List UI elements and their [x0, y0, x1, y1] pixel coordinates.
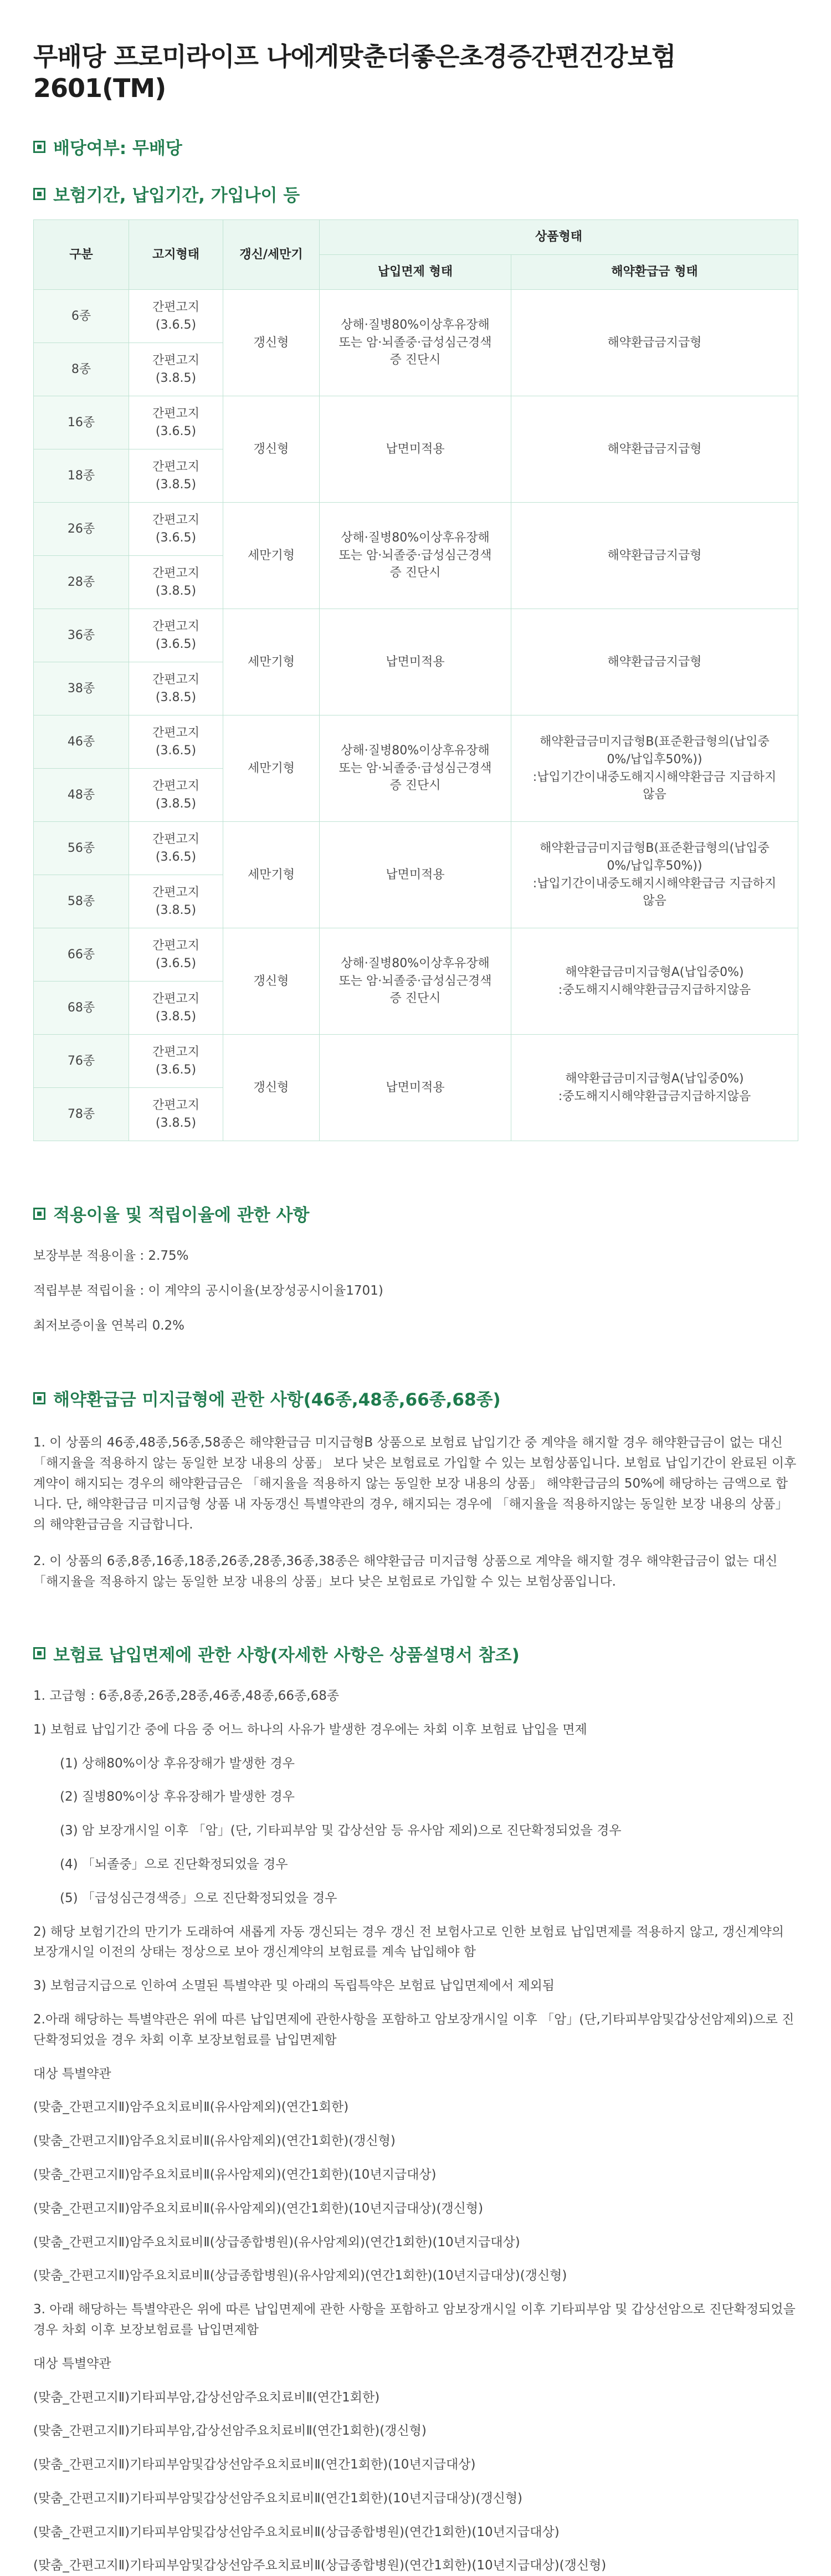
- cell-kind: 76종: [34, 1035, 129, 1088]
- cell-refund: 해약환급금지급형: [511, 609, 798, 715]
- cell-kind: 46종: [34, 715, 129, 769]
- cell-kind: 16종: [34, 396, 129, 449]
- cell-waiver: 상해·질병80%이상후유장해 또는 암·뇌졸중·급성심근경색 증 진단시: [320, 715, 511, 822]
- cell-kind: 58종: [34, 875, 129, 928]
- section-period: [33, 181, 798, 206]
- waiver-line: (1) 상해80%이상 후유장해가 발생한 경우: [60, 1756, 295, 1771]
- cell-waiver: 상해·질병80%이상후유장해 또는 암·뇌졸중·급성심근경색 증 진단시: [320, 290, 511, 396]
- header-refund: 해약환급금 형태: [511, 255, 798, 290]
- cell-kind: 8종: [34, 343, 129, 396]
- refund-paragraph: 1. 이 상품의 46종,48종,56종,58종은 해약환급금 미지급형B 상품으로 보험료 납입기간 중 계약을 해지할 경우 해약환급금이 없는 대신 「해지율을 적용하지 않는 동일한 보장 내용의 상품」 보다 낮은 보험료로 가입할 수 있는 보험상품입니다. 보험료 납입기간이 완료된 이후 계약이 해지되는 경우의 해약환급금은 「해지율을 적용하지 않는 동일한 보장 내용의 상품」 해약환급금의 50%에 해당하는 금액으로 합니다. 단, 해약환급금 미지급형 상품 내 자동갱신 특별약관의 경우, 해지되는 경우에 「해지율을 적용하지않는 동일한 보장 내용의 상품」의 해약환급금을 지급합니다.: [33, 1435, 797, 1532]
- cell-renewal: 갱신형: [223, 396, 320, 503]
- waiver-line: (맞춤_간편고지Ⅱ)기타피부암및갑상선암주요치료비Ⅱ(상급종합병원)(연간1회한)(10년지급대상)(갱신형): [33, 2558, 607, 2573]
- cell-waiver: 납면미적용: [320, 822, 511, 928]
- waiver-line: 대상 특별약관: [33, 2356, 111, 2371]
- waiver-line: 3. 아래 해당하는 특별약관은 위에 따른 납입면제에 관한 사항을 포함하고 암보장개시일 이후 기타피부암 및 갑상선암으로 진단확정되었을 경우 차회 이후 보장보험료를 납입면제함: [33, 2302, 796, 2337]
- waiver-line: (맞춤_간편고지Ⅱ)암주요치료비Ⅱ(유사암제외)(연간1회한)(갱신형): [33, 2134, 396, 2149]
- table-row: [34, 715, 798, 769]
- cell-notice: 간편고지 (3.6.5): [129, 822, 223, 875]
- header-product: 상품형태: [320, 220, 798, 255]
- waiver-line: (맞춤_간편고지Ⅱ)암주요치료비Ⅱ(유사암제외)(연간1회한): [33, 2100, 349, 2115]
- rate-list: [33, 1246, 798, 1336]
- header-kind: 구분: [34, 220, 129, 290]
- cell-kind: 28종: [34, 556, 129, 609]
- waiver-line: (맞춤_간편고지Ⅱ)기타피부암및갑상선암주요치료비Ⅱ(상급종합병원)(연간1회한)(10년지급대상): [33, 2524, 560, 2539]
- table-row: [34, 822, 798, 875]
- waiver-line: (맞춤_간편고지Ⅱ)기타피부암,갑상선암주요치료비Ⅱ(연간1회한)(갱신형): [33, 2424, 427, 2439]
- waiver-list: [33, 1686, 798, 2576]
- cell-renewal: 갱신형: [223, 928, 320, 1035]
- waiver-line: (맞춤_간편고지Ⅱ)암주요치료비Ⅱ(상급종합병원)(유사암제외)(연간1회한)(10년지급대상)(갱신형): [33, 2268, 567, 2283]
- section-refund: [33, 1386, 798, 1410]
- rate-line: 최저보증이율 연복리 0.2%: [33, 1318, 185, 1333]
- cell-refund: 해약환급금지급형: [511, 290, 798, 396]
- square-bullet-icon: [33, 1392, 45, 1404]
- cell-refund: 해약환급금미지급형A(납입중0%) :중도해지시해약환급금지급하지않음: [511, 1035, 798, 1141]
- cell-renewal: 세만기형: [223, 503, 320, 609]
- header-notice: 고지형태: [129, 220, 223, 290]
- cell-refund: 해약환급금미지급형A(납입중0%) :중도해지시해약환급금지급하지않음: [511, 928, 798, 1035]
- cell-waiver: 납면미적용: [320, 396, 511, 503]
- refund-paragraph: 2. 이 상품의 6종,8종,16종,18종,26종,28종,36종,38종은 해약환급금 미지급형 상품으로 계약을 해지할 경우 해약환급금이 없는 대신 「해지율을 적용하지 않는 동일한 보장 내용의 상품」보다 낮은 보험료로 가입할 수 있는 보험상품입니다.: [33, 1554, 778, 1589]
- cell-notice: 간편고지 (3.8.5): [129, 662, 223, 715]
- section-waiver: [33, 1641, 798, 1666]
- square-bullet-icon: [33, 1208, 45, 1220]
- cell-notice: 간편고지 (3.8.5): [129, 449, 223, 503]
- waiver-line: (맞춤_간편고지Ⅱ)암주요치료비Ⅱ(유사암제외)(연간1회한)(10년지급대상): [33, 2167, 437, 2182]
- waiver-line: 3) 보험금지급으로 인하여 소멸된 특별약관 및 아래의 독립특약은 보험료 납입면제에서 제외됨: [33, 1979, 555, 1994]
- cell-kind: 26종: [34, 503, 129, 556]
- cell-refund: 해약환급금지급형: [511, 503, 798, 609]
- cell-kind: 68종: [34, 982, 129, 1035]
- cell-notice: 간편고지 (3.8.5): [129, 556, 223, 609]
- waiver-line: (5) 「급성심근경색증」으로 진단확정되었을 경우: [60, 1890, 337, 1905]
- cell-kind: 18종: [34, 449, 129, 503]
- product-table: [33, 219, 798, 1141]
- section-dividend-title: 배당여부: 무배당: [53, 139, 182, 159]
- cell-waiver: 상해·질병80%이상후유장해 또는 암·뇌졸중·급성심근경색 증 진단시: [320, 503, 511, 609]
- cell-kind: 48종: [34, 769, 129, 822]
- section-period-title: 보험기간, 납입기간, 가입나이 등: [53, 186, 300, 206]
- cell-waiver: 납면미적용: [320, 609, 511, 715]
- cell-notice: 간편고지 (3.8.5): [129, 1088, 223, 1141]
- cell-refund: 해약환급금미지급형B(표준환급형의(납입중 0%/납입후50%)) :납입기간이내중도해지시해약환급금 지급하지 않음: [511, 715, 798, 822]
- table-row: [34, 503, 798, 556]
- cell-waiver: 납면미적용: [320, 1035, 511, 1141]
- section-refund-title: 해약환급금 미지급형에 관한 사항(46종,48종,66종,68종): [53, 1390, 501, 1410]
- cell-kind: 66종: [34, 928, 129, 982]
- cell-renewal: 세만기형: [223, 822, 320, 928]
- rate-line: 적립부분 적립이율 : 이 계약의 공시이율(보장성공시이율1701): [33, 1283, 383, 1298]
- table-row: [34, 396, 798, 449]
- cell-notice: 간편고지 (3.8.5): [129, 343, 223, 396]
- square-bullet-icon: [33, 141, 45, 153]
- cell-renewal: 갱신형: [223, 290, 320, 396]
- section-waiver-title: 보험료 납입면제에 관한 사항(자세한 사항은 상품설명서 참조): [53, 1645, 520, 1665]
- cell-waiver: 상해·질병80%이상후유장해 또는 암·뇌졸중·급성심근경색 증 진단시: [320, 928, 511, 1035]
- waiver-line: (맞춤_간편고지Ⅱ)암주요치료비Ⅱ(상급종합병원)(유사암제외)(연간1회한)(10년지급대상): [33, 2235, 520, 2250]
- table-row: [34, 290, 798, 343]
- header-renewal: 갱신/세만기: [223, 220, 320, 290]
- cell-notice: 간편고지 (3.8.5): [129, 769, 223, 822]
- waiver-line: (4) 「뇌졸중」으로 진단확정되었을 경우: [60, 1857, 288, 1872]
- cell-notice: 간편고지 (3.6.5): [129, 609, 223, 662]
- waiver-line: (맞춤_간편고지Ⅱ)기타피부암및갑상선암주요치료비Ⅱ(연간1회한)(10년지급대상)(갱신형): [33, 2491, 523, 2506]
- waiver-line: 대상 특별약관: [33, 2066, 111, 2081]
- square-bullet-icon: [33, 188, 45, 200]
- cell-notice: 간편고지 (3.6.5): [129, 928, 223, 982]
- waiver-line: 2) 해당 보험기간의 만기가 도래하여 새롭게 자동 갱신되는 경우 갱신 전 보험사고로 인한 보험료 납입면제를 적용하지 않고, 갱신계약의 보장개시일 이전의 상태는 정상으로 보아 갱신계약의 보험료를 계속 납입해야 함: [33, 1924, 784, 1960]
- cell-kind: 36종: [34, 609, 129, 662]
- table-row: [34, 928, 798, 982]
- waiver-line: (2) 질병80%이상 후유장해가 발생한 경우: [60, 1790, 295, 1805]
- table-row: [34, 609, 798, 662]
- cell-notice: 간편고지 (3.6.5): [129, 290, 223, 343]
- cell-refund: 해약환급금지급형: [511, 396, 798, 503]
- section-rate: [33, 1201, 798, 1226]
- cell-kind: 56종: [34, 822, 129, 875]
- cell-kind: 78종: [34, 1088, 129, 1141]
- table-body: [34, 290, 798, 1141]
- page-title: 무배당 프로미라이프 나에게맞춘더좋은초경증간편건강보험2601(TM): [33, 42, 676, 103]
- section-rate-title: 적용이율 및 적립이율에 관한 사항: [53, 1205, 310, 1225]
- cell-kind: 6종: [34, 290, 129, 343]
- refund-paragraphs: [33, 1433, 798, 1592]
- waiver-line: 1. 고급형 : 6종,8종,26종,28종,46종,48종,66종,68종: [33, 1688, 340, 1703]
- waiver-line: (3) 암 보장개시일 이후 「암」(단, 기타피부암 및 갑상선암 등 유사암 제외)으로 진단확정되었을 경우: [60, 1823, 622, 1838]
- square-bullet-icon: [33, 1647, 45, 1659]
- waiver-line: (맞춤_간편고지Ⅱ)기타피부암,갑상선암주요치료비Ⅱ(연간1회한): [33, 2390, 380, 2405]
- cell-notice: 간편고지 (3.6.5): [129, 396, 223, 449]
- rate-line: 보장부분 적용이율 : 2.75%: [33, 1249, 189, 1263]
- cell-notice: 간편고지 (3.6.5): [129, 503, 223, 556]
- cell-renewal: 갱신형: [223, 1035, 320, 1141]
- cell-renewal: 세만기형: [223, 715, 320, 822]
- cell-notice: 간편고지 (3.6.5): [129, 1035, 223, 1088]
- header-waiver: 납입면제 형태: [320, 255, 511, 290]
- cell-kind: 38종: [34, 662, 129, 715]
- waiver-line: (맞춤_간편고지Ⅱ)암주요치료비Ⅱ(유사암제외)(연간1회한)(10년지급대상)(갱신형): [33, 2201, 484, 2216]
- cell-notice: 간편고지 (3.8.5): [129, 875, 223, 928]
- cell-refund: 해약환급금미지급형B(표준환급형의(납입중 0%/납입후50%)) :납입기간이내중도해지시해약환급금 지급하지 않음: [511, 822, 798, 928]
- cell-notice: 간편고지 (3.8.5): [129, 982, 223, 1035]
- waiver-line: 2.아래 해당하는 특별약관은 위에 따른 납입면제에 관한사항을 포함하고 암보장개시일 이후 「암」(단,기타피부암및갑상선암제외)으로 진단확정되었을 경우 차회 이후 보장보험료를 납입면제함: [33, 2012, 794, 2047]
- cell-notice: 간편고지 (3.6.5): [129, 715, 223, 769]
- cell-renewal: 세만기형: [223, 609, 320, 715]
- table-row: [34, 1035, 798, 1088]
- waiver-line: (맞춤_간편고지Ⅱ)기타피부암및갑상선암주요치료비Ⅱ(연간1회한)(10년지급대상): [33, 2457, 476, 2472]
- section-dividend: [33, 134, 798, 159]
- waiver-line: 1) 보험료 납입기간 중에 다음 중 어느 하나의 사유가 발생한 경우에는 차회 이후 보험료 납입을 면제: [33, 1722, 587, 1737]
